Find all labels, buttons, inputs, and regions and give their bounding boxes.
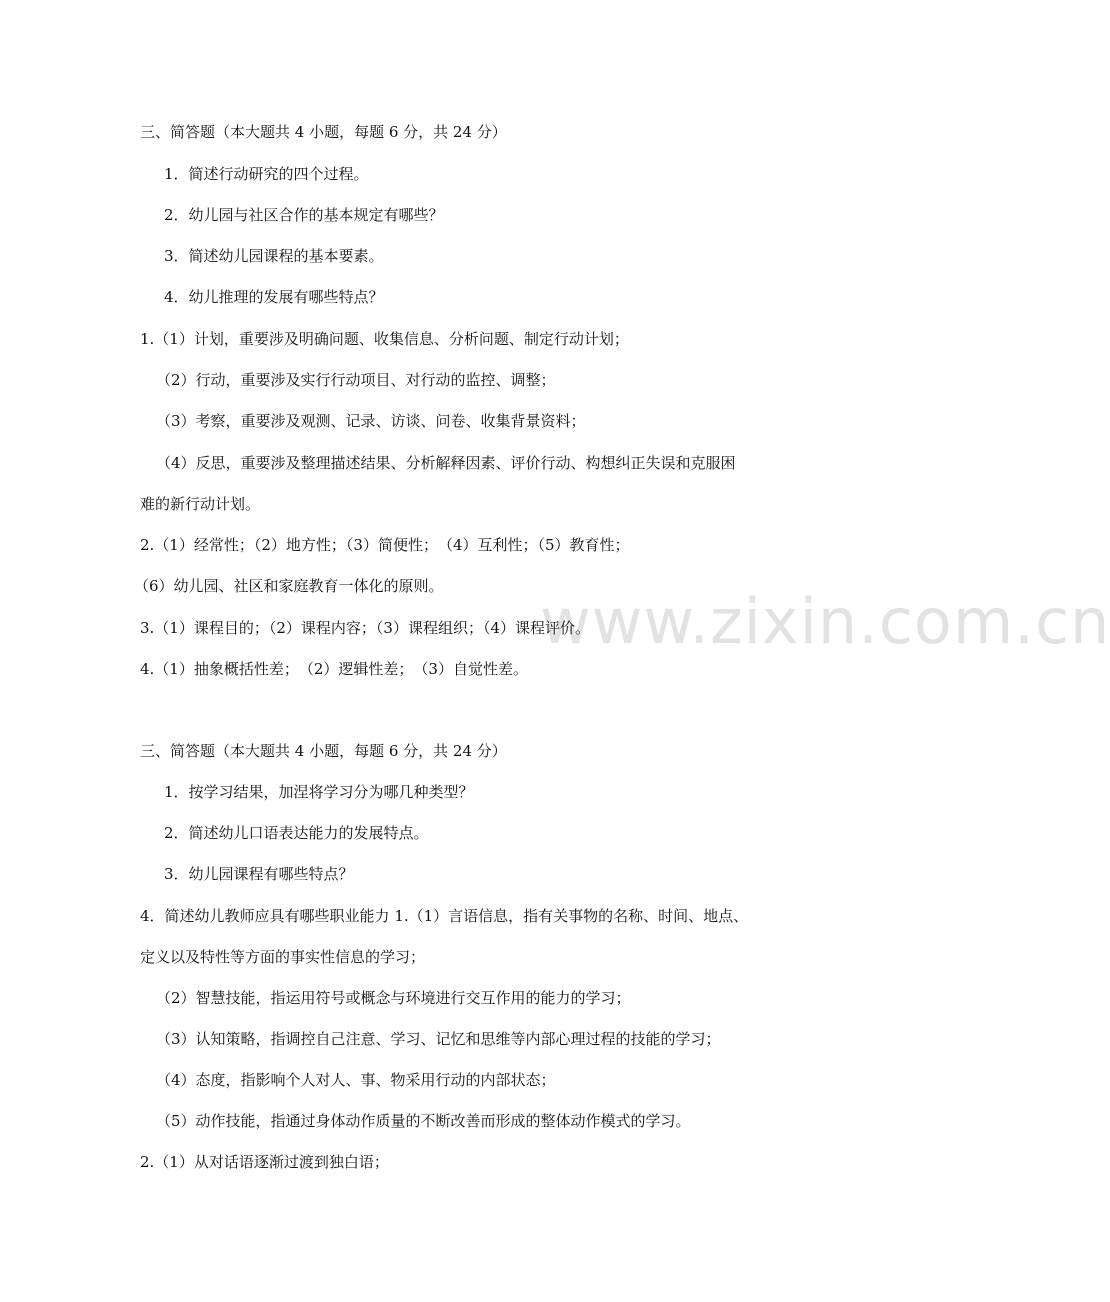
question-item: 2．简述幼儿口语表达能力的发展特点。 <box>164 824 429 842</box>
question-item: 1．简述行动研究的四个过程。 <box>164 165 369 183</box>
answer-line: 4.（1）抽象概括性差； （2）逻辑性差； （3）自觉性差。 <box>140 660 528 678</box>
question-item: 2．幼儿园与社区合作的基本规定有哪些？ <box>164 206 444 224</box>
question-item: 1．按学习结果，加涅将学习分为哪几种类型？ <box>164 783 474 801</box>
answer-line: （6）幼儿园、社区和家庭教育一体化的原则。 <box>134 577 444 595</box>
question-item: 3．幼儿园课程有哪些特点？ <box>164 865 354 883</box>
answer-line: （4）态度，指影响个人对人、事、物采用行动的内部状态； <box>156 1071 556 1089</box>
answer-line: 定义以及特性等方面的事实性信息的学习； <box>140 948 426 966</box>
answer-line: （2）行动，重要涉及实行行动项目、对行动的监控、调整； <box>156 371 556 389</box>
answer-line: 2.（1）经常性；（2）地方性；（3）简便性； （4）互利性；（5）教育性； <box>140 536 630 554</box>
answer-line: 难的新行动计划。 <box>140 495 261 513</box>
section-heading: 三、简答题（本大题共 4 小题，每题 6 分，共 24 分） <box>140 123 507 141</box>
answer-line: 4．简述幼儿教师应具有哪些职业能力 1.（1）言语信息，指有关事物的名称、时间、地点、 <box>140 907 749 925</box>
answer-line: （4）反思，重要涉及整理描述结果、分析解释因素、评价行动、构想纠正失误和克服困 <box>156 454 736 472</box>
answer-line: （3）考察，重要涉及观测、记录、访谈、问卷、收集背景资料； <box>156 412 586 430</box>
answer-line: （5）动作技能，指通过身体动作质量的不断改善而形成的整体动作模式的学习。 <box>156 1112 691 1130</box>
answer-line: 2.（1）从对话语逐渐过渡到独白语； <box>140 1153 389 1171</box>
section-heading: 三、简答题（本大题共 4 小题，每题 6 分，共 24 分） <box>140 742 507 760</box>
answer-line: 3.（1）课程目的；（2）课程内容；（3）课程组织；（4）课程评价。 <box>140 619 590 637</box>
question-item: 4．幼儿推理的发展有哪些特点？ <box>164 288 384 306</box>
question-item: 3．简述幼儿园课程的基本要素。 <box>164 247 384 265</box>
answer-line: （3）认知策略，指调控自己注意、学习、记忆和思维等内部心理过程的技能的学习； <box>156 1030 721 1048</box>
watermark: www.zixin.com.cn <box>540 585 1110 658</box>
answer-line: 1.（1）计划，重要涉及明确问题、收集信息、分析问题、制定行动计划； <box>140 330 629 348</box>
answer-line: （2）智慧技能，指运用符号或概念与环境进行交互作用的能力的学习； <box>156 989 631 1007</box>
